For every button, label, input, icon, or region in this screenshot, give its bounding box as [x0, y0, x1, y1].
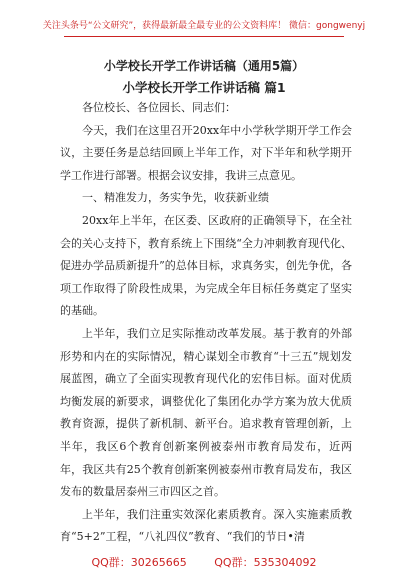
paragraph: 各位校长、各位园长、同志们： [82, 101, 236, 114]
paragraph: 上半年，我们注重实效深化素质教育。深入实施素质教育“5+2”工程，“八礼四仪”教育、“我们的节日•清 [60, 507, 352, 544]
document-body [60, 97, 352, 549]
paragraph: 今天，我们在这里召开20xx年中小学秋学期开学工作会议，主要任务是总结回顾上半年工作，对下半年和秋学期开学工作进行部署。根据会议安排，我讲三点意见。 [60, 123, 352, 182]
paragraph: 一、精准发力，务实争先，收获新业绩 [82, 191, 269, 205]
document-title: 小学校长开学工作讲话稿（通用5篇） [103, 59, 305, 73]
header-divider [64, 36, 344, 37]
footer-qq-group-1: QQ群：30265665 [91, 556, 187, 569]
header-banner: 关注头条号“公文研究”，获得最新最全最专业的公文资料库！ 微信：gongwenyj [42, 21, 366, 31]
footer [0, 554, 408, 570]
section-title: 小学校长开学工作讲话稿 篇1 [122, 80, 286, 95]
paragraph: 上半年，我们立足实际推动改革发展。基于教育的外部形势和内在的实际情况，精心谋划全市教育“十三五”规划发展蓝图，确立了全面实现教育现代化的宏伟目标。面对优质均衡发展的新要求，调整优化了集团化办学方案为放大优质教育资源，提供了新机制、新平台。追求教育管理创新，上半年，我区6个教育创新案例被泰州市教育局发布，近两年，我区共有25个教育创新案例被泰州市教育局发布，我区发布的数量居泰州三市四区之首。 [60, 326, 352, 499]
footer-qq-group-2: QQ群：535304092 [214, 556, 317, 569]
paragraph: 20xx年上半年，在区委、区政府的正确领导下，在全社会的关心支持下，教育系统上下围绕“全力冲刺教育现代化、促进办学品质新提升”的总体目标，求真务实，创先争优，各项工作取得了阶段性成果，为完成全年目标任务奠定了坚实的基础。 [60, 213, 352, 318]
